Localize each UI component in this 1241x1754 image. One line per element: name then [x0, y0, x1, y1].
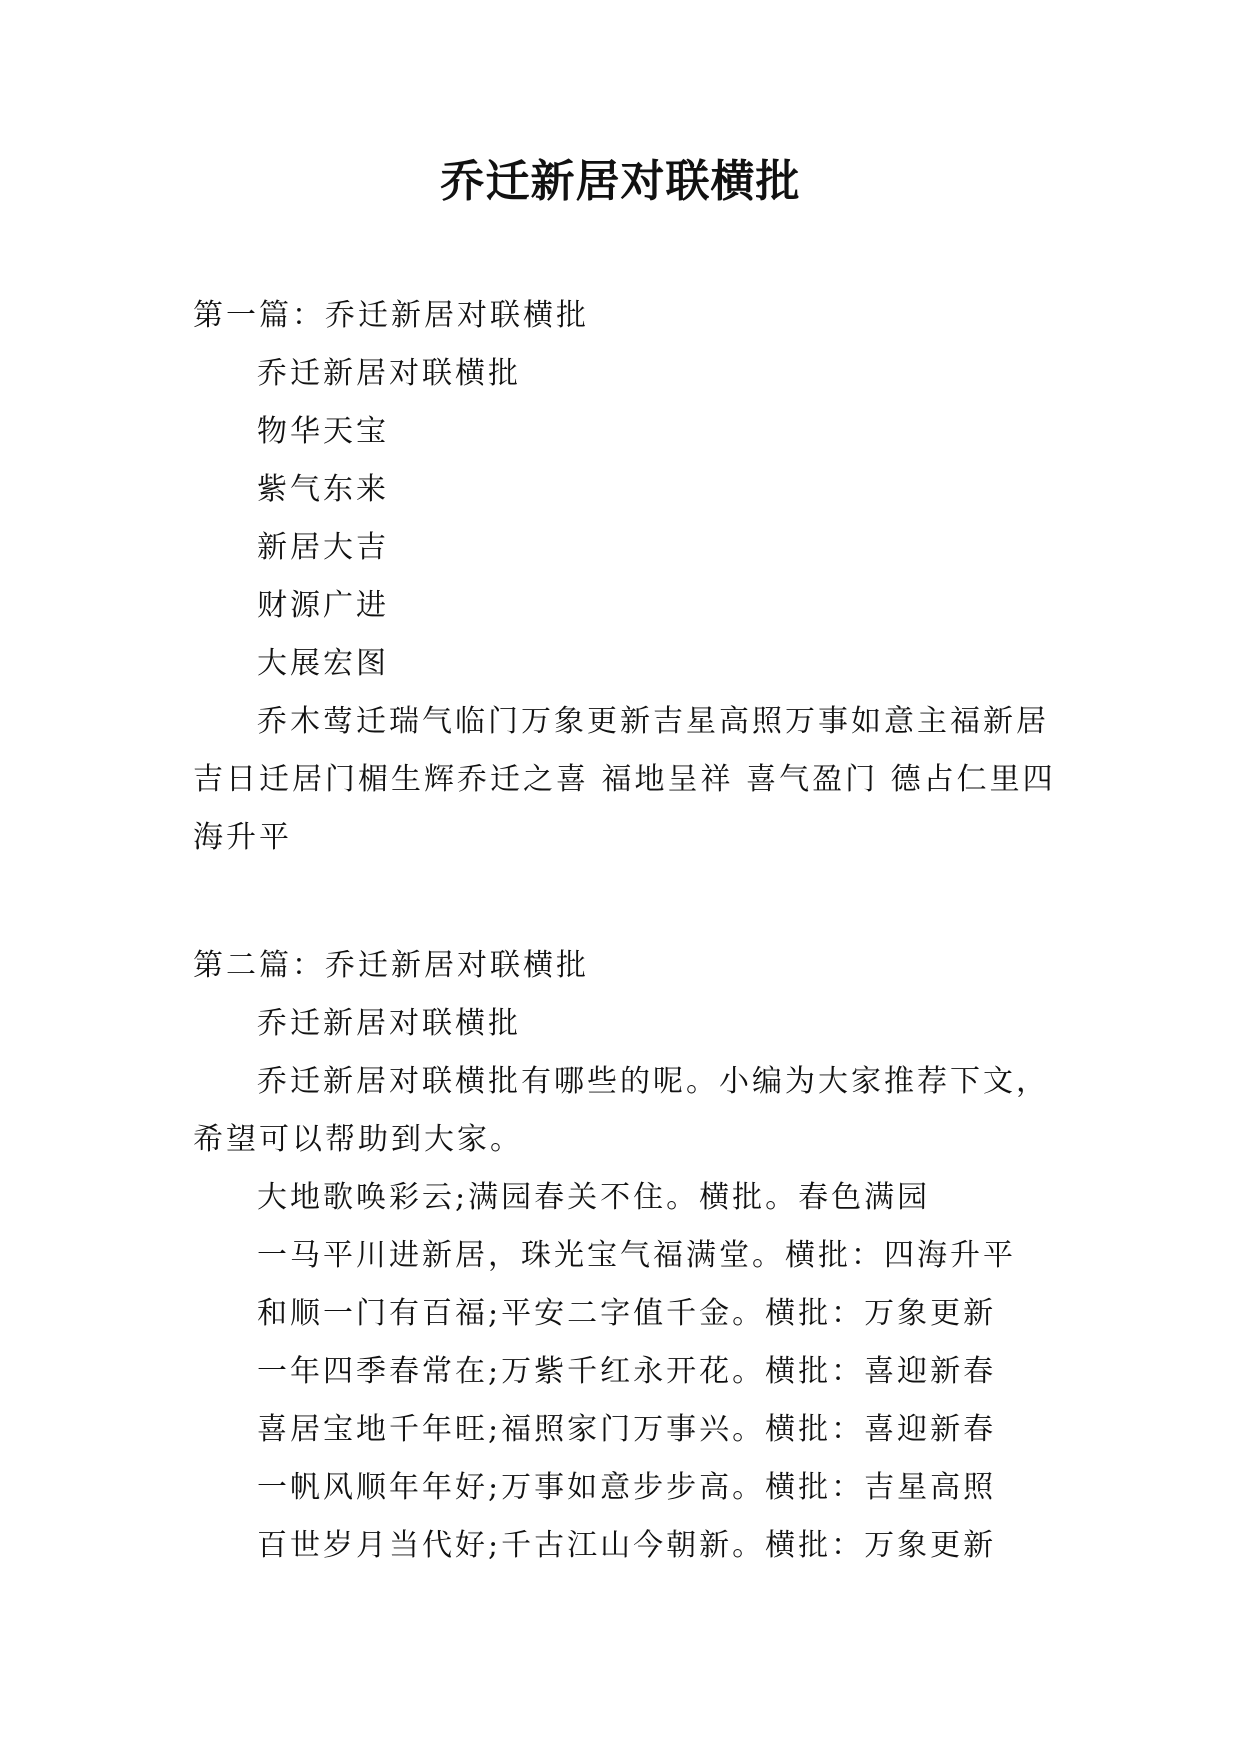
section-gap: [193, 867, 1061, 937]
paragraph: 一帆风顺年年好;万事如意步步高。横批：吉星高照: [257, 1470, 997, 1505]
document-title: 乔迁新居对联横批: [440, 156, 801, 207]
paragraph: 喜居宝地千年旺;福照家门万事兴。横批：喜迎新春: [257, 1412, 997, 1447]
section-heading: 第二篇：乔迁新居对联横批: [193, 948, 589, 983]
paragraph: 物华天宝: [257, 414, 389, 449]
paragraph: 大展宏图: [257, 646, 389, 681]
paragraph: 新居大吉: [257, 530, 389, 565]
paragraph: 乔迁新居对联横批: [257, 356, 521, 391]
paragraph: 乔迁新居对联横批: [257, 1006, 521, 1041]
section-heading: 第一篇：乔迁新居对联横批: [193, 298, 589, 333]
paragraph: 紫气东来: [257, 472, 389, 507]
paragraph: 乔木莺迁瑞气临门万象更新吉星高照万事如意主福新居吉日迁居门楣生辉乔迁之喜 福地呈祥 喜气盈门 德占仁里四海升平: [193, 704, 1056, 855]
paragraph: 财源广进: [257, 588, 389, 623]
section-1: [193, 287, 1061, 867]
section-2: [193, 937, 1061, 1575]
paragraph: 大地歌唤彩云;满园春关不住。横批。春色满园: [257, 1180, 931, 1215]
paragraph: 和顺一门有百福;平安二字值千金。横批：万象更新: [257, 1296, 997, 1331]
document-body: [193, 287, 1061, 1575]
paragraph: 乔迁新居对联横批有哪些的呢。小编为大家推荐下文，希望可以帮助到大家。: [193, 1064, 1049, 1157]
paragraph: 百世岁月当代好;千古江山今朝新。横批：万象更新: [257, 1528, 997, 1563]
paragraph: 一马平川进新居，珠光宝气福满堂。横批：四海升平: [257, 1238, 1016, 1273]
paragraph: 一年四季春常在;万紫千红永开花。横批：喜迎新春: [257, 1354, 997, 1389]
